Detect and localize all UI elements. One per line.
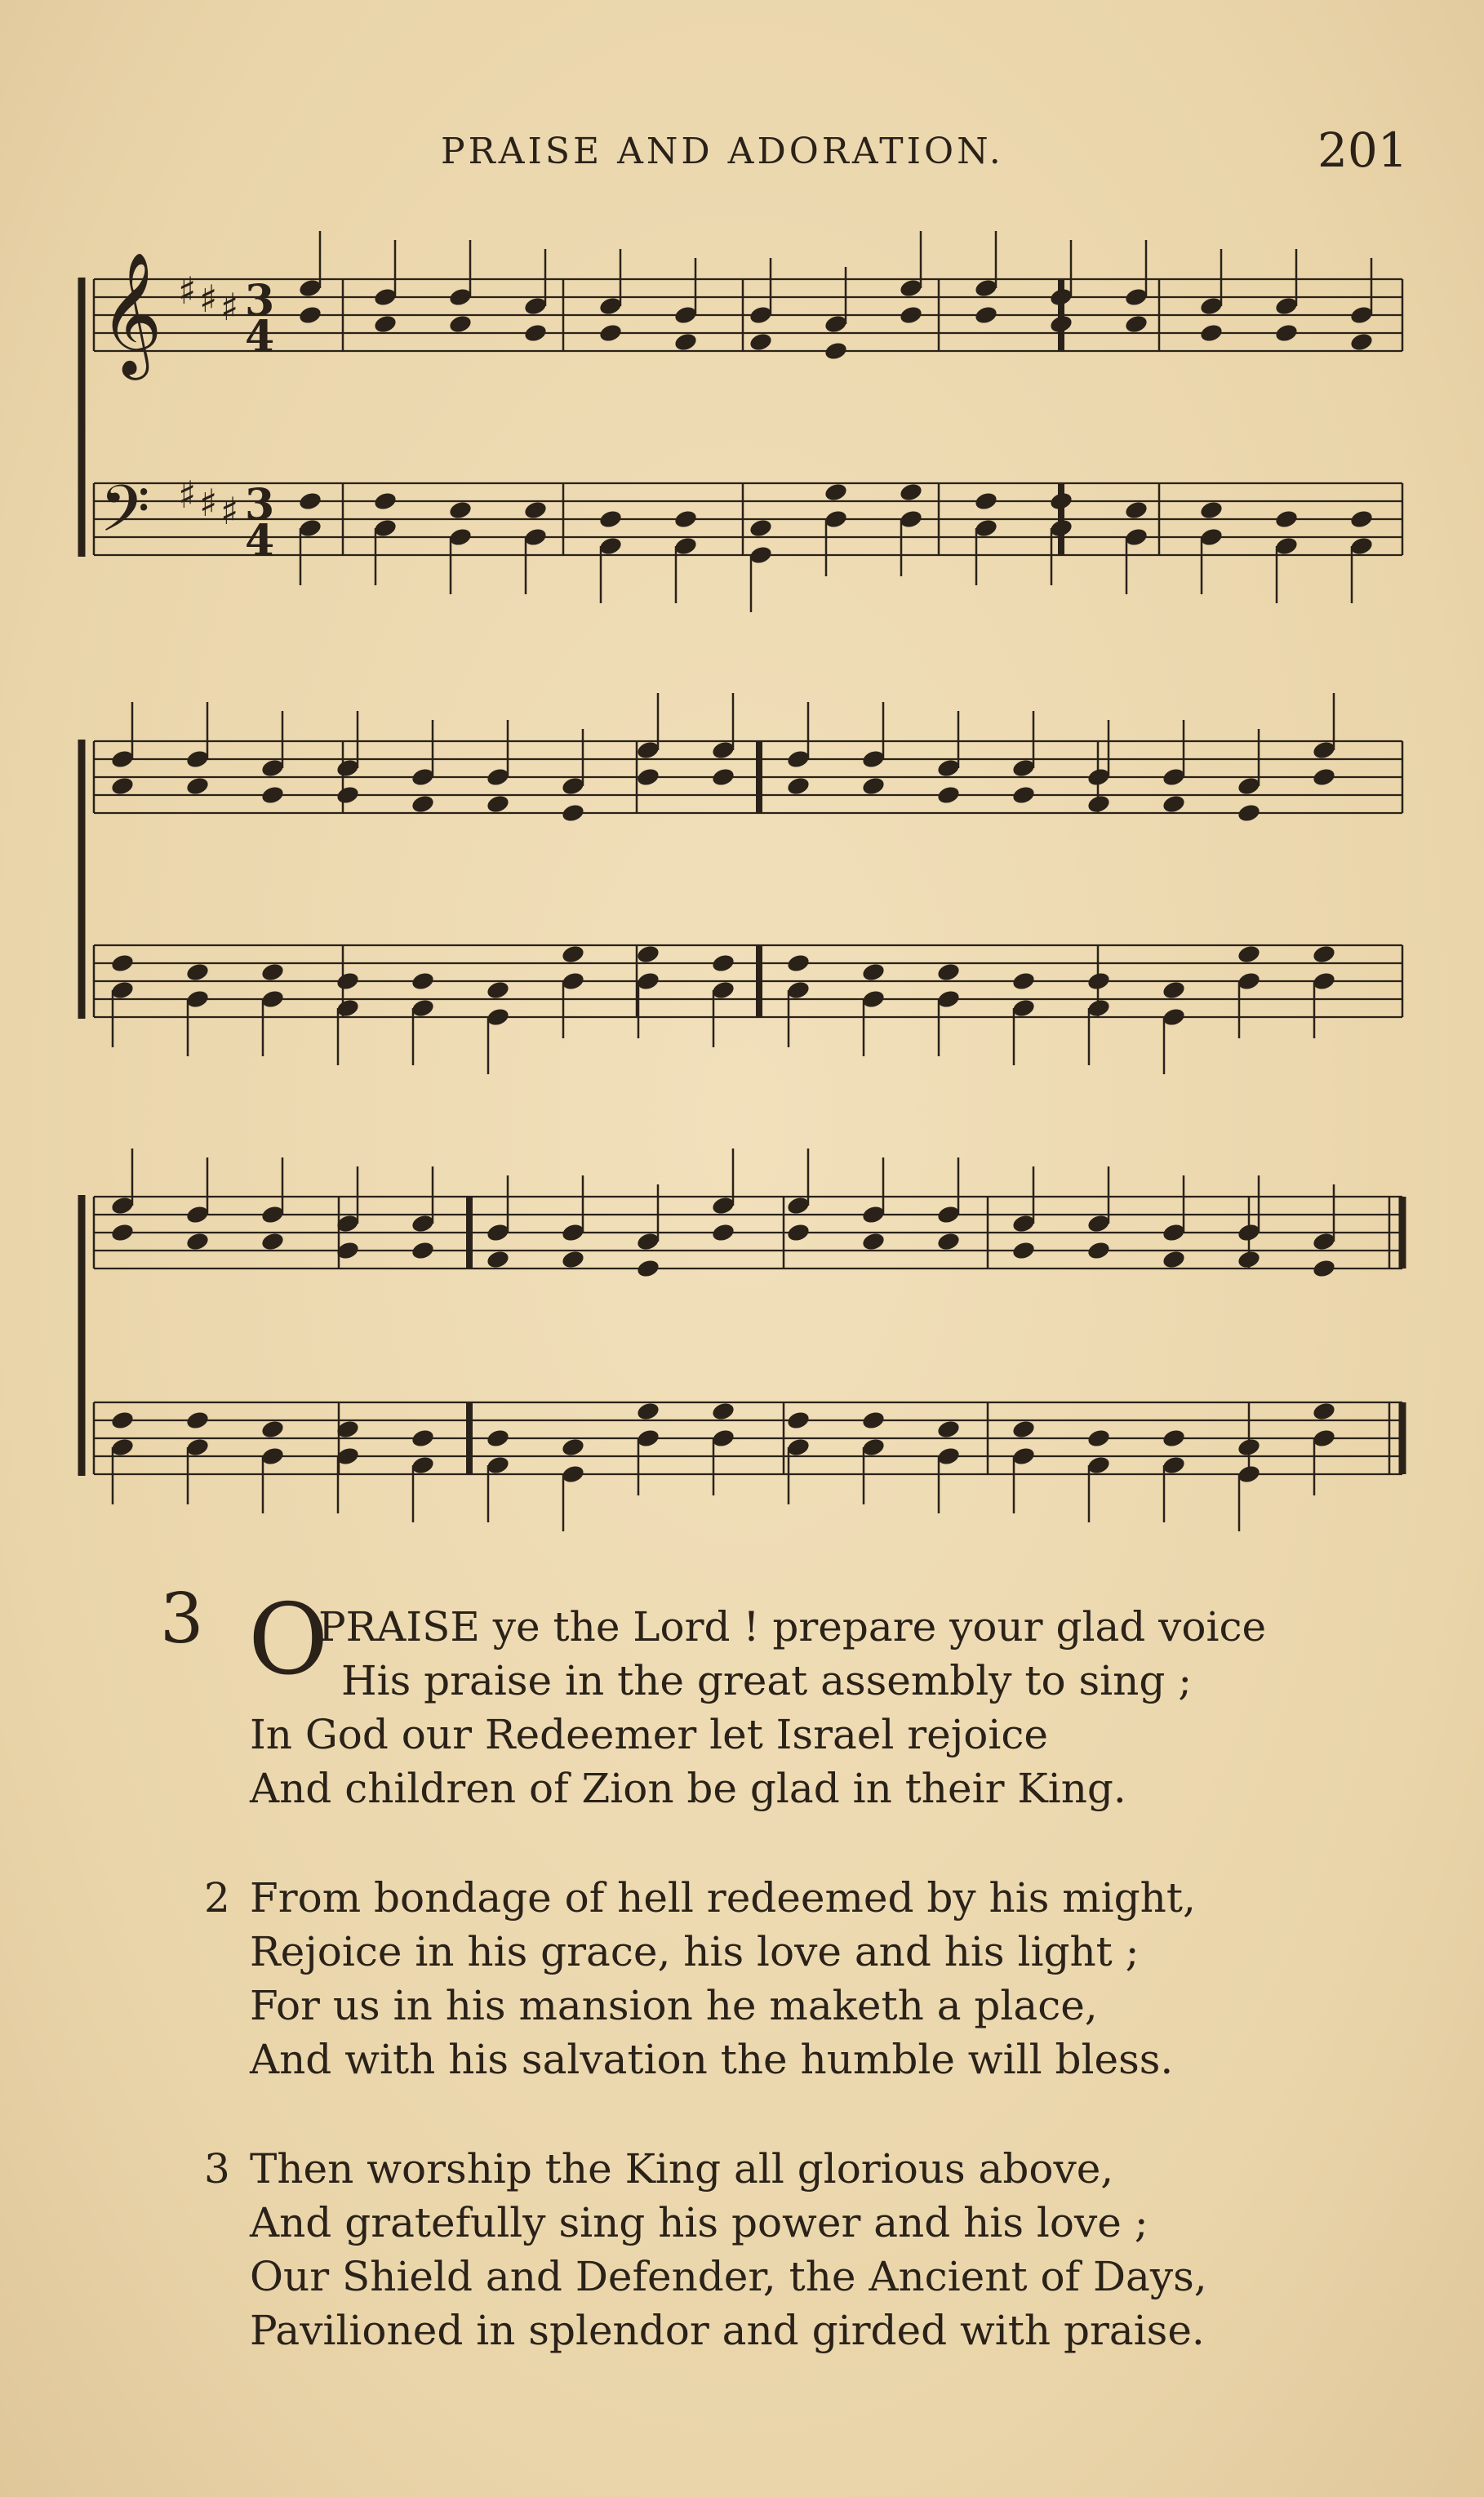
note-head bbox=[974, 304, 999, 326]
note-head bbox=[636, 1231, 661, 1252]
note-head bbox=[260, 1204, 286, 1225]
note-head bbox=[1011, 1446, 1037, 1467]
note-head bbox=[1162, 766, 1187, 788]
note-head bbox=[1274, 509, 1300, 530]
note-head bbox=[1349, 304, 1375, 326]
note-head bbox=[936, 758, 962, 779]
note-head bbox=[1349, 331, 1375, 353]
note-head bbox=[448, 500, 473, 521]
hymn-number: 3 bbox=[160, 1579, 204, 1659]
note-head bbox=[861, 749, 886, 770]
stanza-line: Our Shield and Defender, the Ancient of Days, bbox=[250, 2253, 1207, 2300]
note-head bbox=[636, 1401, 661, 1422]
note-head bbox=[110, 980, 136, 1001]
note-head bbox=[411, 766, 436, 788]
note-head bbox=[298, 491, 323, 512]
note-head bbox=[974, 518, 999, 539]
note-head bbox=[1312, 766, 1337, 788]
note-head bbox=[298, 518, 323, 539]
note-head bbox=[523, 500, 549, 521]
note-head bbox=[749, 544, 774, 566]
note-head bbox=[411, 1240, 436, 1261]
note-head bbox=[598, 509, 624, 530]
note-head bbox=[1312, 944, 1337, 965]
note-head bbox=[636, 1258, 661, 1279]
note-head bbox=[1199, 527, 1224, 548]
note-head bbox=[335, 997, 361, 1019]
note-head bbox=[1011, 784, 1037, 806]
sharp-sign: ♯ bbox=[178, 473, 197, 517]
note-head bbox=[335, 784, 361, 806]
note-head bbox=[636, 1428, 661, 1449]
note-head bbox=[561, 802, 586, 824]
note-head bbox=[1162, 980, 1187, 1001]
note-head bbox=[936, 989, 962, 1010]
note-head bbox=[486, 793, 511, 815]
note-head bbox=[1049, 313, 1074, 335]
note-head bbox=[110, 1437, 136, 1458]
note-head bbox=[711, 1195, 736, 1216]
note-head bbox=[673, 331, 699, 353]
note-head bbox=[636, 944, 661, 965]
note-head bbox=[373, 491, 398, 512]
note-head bbox=[523, 295, 549, 317]
note-head bbox=[636, 740, 661, 761]
note-head bbox=[749, 304, 774, 326]
note-head bbox=[711, 953, 736, 974]
note-head bbox=[335, 758, 361, 779]
drop-cap: O bbox=[248, 1584, 329, 1697]
note-head bbox=[1162, 1006, 1187, 1028]
note-head bbox=[1312, 1231, 1337, 1252]
note-head bbox=[411, 793, 436, 815]
note-head bbox=[1011, 971, 1037, 992]
note-head bbox=[185, 1410, 211, 1431]
note-head bbox=[861, 1410, 886, 1431]
sharp-sign: ♯ bbox=[199, 277, 218, 321]
note-head bbox=[1124, 287, 1149, 308]
note-head bbox=[824, 313, 849, 335]
note-head bbox=[824, 340, 849, 362]
note-head bbox=[711, 980, 736, 1001]
note-head bbox=[861, 1231, 886, 1252]
note-head bbox=[486, 1428, 511, 1449]
note-head bbox=[110, 953, 136, 974]
note-head bbox=[260, 1419, 286, 1440]
note-head bbox=[411, 997, 436, 1019]
note-head bbox=[899, 304, 924, 326]
note-head bbox=[974, 491, 999, 512]
note-head bbox=[1124, 500, 1149, 521]
note-head bbox=[1162, 1249, 1187, 1270]
note-head bbox=[1312, 1401, 1337, 1422]
note-head bbox=[1237, 1437, 1262, 1458]
note-head bbox=[899, 509, 924, 530]
note-head bbox=[561, 775, 586, 797]
note-head bbox=[1349, 509, 1375, 530]
stanza-line: And with his salvation the humble will bless. bbox=[250, 2036, 1174, 2083]
note-head bbox=[1274, 535, 1300, 557]
note-head bbox=[260, 962, 286, 983]
stanza-line: And children of Zion be glad in their King. bbox=[250, 1765, 1126, 1812]
note-head bbox=[936, 784, 962, 806]
note-head bbox=[486, 1222, 511, 1243]
note-head bbox=[185, 1204, 211, 1225]
note-head bbox=[861, 1437, 886, 1458]
note-head bbox=[185, 775, 211, 797]
sharp-sign: ♯ bbox=[220, 489, 239, 533]
note-head bbox=[861, 989, 886, 1010]
note-head bbox=[486, 1249, 511, 1270]
note-head bbox=[1049, 491, 1074, 512]
note-head bbox=[1086, 1428, 1112, 1449]
note-head bbox=[861, 962, 886, 983]
note-head bbox=[1312, 971, 1337, 992]
note-head bbox=[486, 1455, 511, 1476]
stanza-line: And gratefully sing his power and his love ; bbox=[250, 2199, 1149, 2246]
note-head bbox=[1011, 1213, 1037, 1234]
note-head bbox=[110, 1195, 136, 1216]
note-head bbox=[448, 287, 473, 308]
time-signature-bottom: 4 bbox=[245, 312, 275, 362]
note-head bbox=[598, 295, 624, 317]
note-head bbox=[110, 1222, 136, 1243]
note-head bbox=[824, 482, 849, 503]
note-head bbox=[711, 1222, 736, 1243]
note-head bbox=[260, 758, 286, 779]
note-head bbox=[1011, 1240, 1037, 1261]
note-head bbox=[1162, 1222, 1187, 1243]
stanza-line: In God our Redeemer let Israel rejoice bbox=[250, 1711, 1048, 1758]
note-head bbox=[786, 980, 811, 1001]
note-head bbox=[1086, 766, 1112, 788]
note-head bbox=[636, 971, 661, 992]
note-head bbox=[1237, 944, 1262, 965]
note-head bbox=[1312, 1258, 1337, 1279]
note-head bbox=[1312, 1428, 1337, 1449]
note-head bbox=[1199, 295, 1224, 317]
note-head bbox=[523, 527, 549, 548]
note-head bbox=[711, 1401, 736, 1422]
note-head bbox=[373, 313, 398, 335]
note-head bbox=[110, 775, 136, 797]
note-head bbox=[936, 1204, 962, 1225]
note-head bbox=[1162, 1455, 1187, 1476]
note-head bbox=[561, 1437, 586, 1458]
note-head bbox=[598, 322, 624, 344]
sharp-sign: ♯ bbox=[199, 481, 218, 525]
note-head bbox=[260, 989, 286, 1010]
note-head bbox=[523, 322, 549, 344]
note-head bbox=[1237, 802, 1262, 824]
note-head bbox=[786, 1410, 811, 1431]
note-head bbox=[749, 331, 774, 353]
note-head bbox=[786, 953, 811, 974]
note-head bbox=[185, 749, 211, 770]
note-head bbox=[1237, 775, 1262, 797]
sharp-sign: ♯ bbox=[220, 285, 239, 329]
note-head bbox=[185, 1231, 211, 1252]
page-number: 201 bbox=[1317, 122, 1408, 178]
note-head bbox=[1086, 1455, 1112, 1476]
note-head bbox=[1199, 322, 1224, 344]
note-head bbox=[936, 1231, 962, 1252]
note-head bbox=[711, 766, 736, 788]
bass-clef: 𝄢 bbox=[100, 471, 150, 562]
time-signature-top: 3 bbox=[245, 276, 275, 326]
note-head bbox=[1124, 527, 1149, 548]
note-head bbox=[110, 1410, 136, 1431]
note-head bbox=[1237, 1464, 1262, 1485]
note-head bbox=[749, 518, 774, 539]
stanza-line: Pavilioned in splendor and girded with praise. bbox=[250, 2307, 1205, 2354]
note-head bbox=[448, 527, 473, 548]
note-head bbox=[936, 1446, 962, 1467]
note-head bbox=[260, 784, 286, 806]
running-head: PRAISE AND ADORATION. bbox=[441, 131, 1004, 172]
note-head bbox=[1011, 997, 1037, 1019]
note-head bbox=[486, 1006, 511, 1028]
note-head bbox=[260, 1446, 286, 1467]
note-head bbox=[1086, 1213, 1112, 1234]
note-head bbox=[1237, 1222, 1262, 1243]
note-head bbox=[1199, 500, 1224, 521]
note-head bbox=[1312, 740, 1337, 761]
note-head bbox=[673, 535, 699, 557]
note-head bbox=[298, 304, 323, 326]
note-head bbox=[561, 1222, 586, 1243]
note-head bbox=[411, 1213, 436, 1234]
note-head bbox=[598, 535, 624, 557]
note-head bbox=[561, 944, 586, 965]
note-head bbox=[936, 962, 962, 983]
sharp-sign: ♯ bbox=[178, 269, 197, 313]
note-head bbox=[561, 971, 586, 992]
note-head bbox=[1237, 971, 1262, 992]
note-head bbox=[786, 775, 811, 797]
note-head bbox=[373, 518, 398, 539]
note-head bbox=[673, 509, 699, 530]
note-head bbox=[1049, 287, 1074, 308]
note-head bbox=[1086, 997, 1112, 1019]
note-head bbox=[260, 1231, 286, 1252]
note-head bbox=[861, 775, 886, 797]
note-head bbox=[298, 278, 323, 299]
note-head bbox=[411, 1455, 436, 1476]
note-head bbox=[936, 1419, 962, 1440]
note-head bbox=[974, 278, 999, 299]
note-head bbox=[1011, 1419, 1037, 1440]
note-head bbox=[561, 1464, 586, 1485]
note-head bbox=[1274, 322, 1300, 344]
treble-clef: 𝄞 bbox=[100, 251, 162, 375]
note-head bbox=[1237, 1249, 1262, 1270]
time-signature-bottom: 4 bbox=[245, 516, 275, 566]
note-head bbox=[561, 1249, 586, 1270]
note-head bbox=[185, 989, 211, 1010]
note-head bbox=[1124, 313, 1149, 335]
stanza-line: Then worship the King all glorious above, bbox=[250, 2145, 1114, 2193]
note-head bbox=[636, 766, 661, 788]
stanza-line: For us in his mansion he maketh a place, bbox=[250, 1982, 1098, 2029]
note-head bbox=[1086, 1240, 1112, 1261]
stanza-line: Rejoice in his grace, his love and his light ; bbox=[250, 1928, 1140, 1975]
note-head bbox=[786, 1195, 811, 1216]
note-head bbox=[110, 749, 136, 770]
stanza-line: From bondage of hell redeemed by his might, bbox=[250, 1874, 1196, 1922]
note-head bbox=[786, 749, 811, 770]
note-head bbox=[711, 1428, 736, 1449]
stanza-line: His praise in the great assembly to sing ; bbox=[341, 1657, 1193, 1704]
note-head bbox=[373, 287, 398, 308]
note-head bbox=[1011, 758, 1037, 779]
note-head bbox=[1162, 1428, 1187, 1449]
note-head bbox=[861, 1204, 886, 1225]
note-head bbox=[486, 980, 511, 1001]
note-head bbox=[899, 482, 924, 503]
note-head bbox=[824, 509, 849, 530]
note-head bbox=[1086, 971, 1112, 992]
note-head bbox=[1349, 535, 1375, 557]
note-head bbox=[786, 1437, 811, 1458]
note-head bbox=[1274, 295, 1300, 317]
note-head bbox=[1086, 793, 1112, 815]
note-head bbox=[411, 1428, 436, 1449]
note-head bbox=[786, 1222, 811, 1243]
time-signature-top: 3 bbox=[245, 480, 275, 530]
note-head bbox=[673, 304, 699, 326]
stanza-number: 2 bbox=[204, 1874, 230, 1922]
note-head bbox=[1162, 793, 1187, 815]
note-head bbox=[1049, 518, 1074, 539]
note-head bbox=[486, 766, 511, 788]
note-head bbox=[711, 740, 736, 761]
note-head bbox=[185, 1437, 211, 1458]
note-head bbox=[899, 278, 924, 299]
note-head bbox=[448, 313, 473, 335]
stanza-number: 3 bbox=[204, 2145, 230, 2193]
stanza-line: PRAISE ye the Lord ! prepare your glad voice bbox=[318, 1603, 1267, 1651]
note-head bbox=[335, 971, 361, 992]
note-head bbox=[185, 962, 211, 983]
note-head bbox=[411, 971, 436, 992]
